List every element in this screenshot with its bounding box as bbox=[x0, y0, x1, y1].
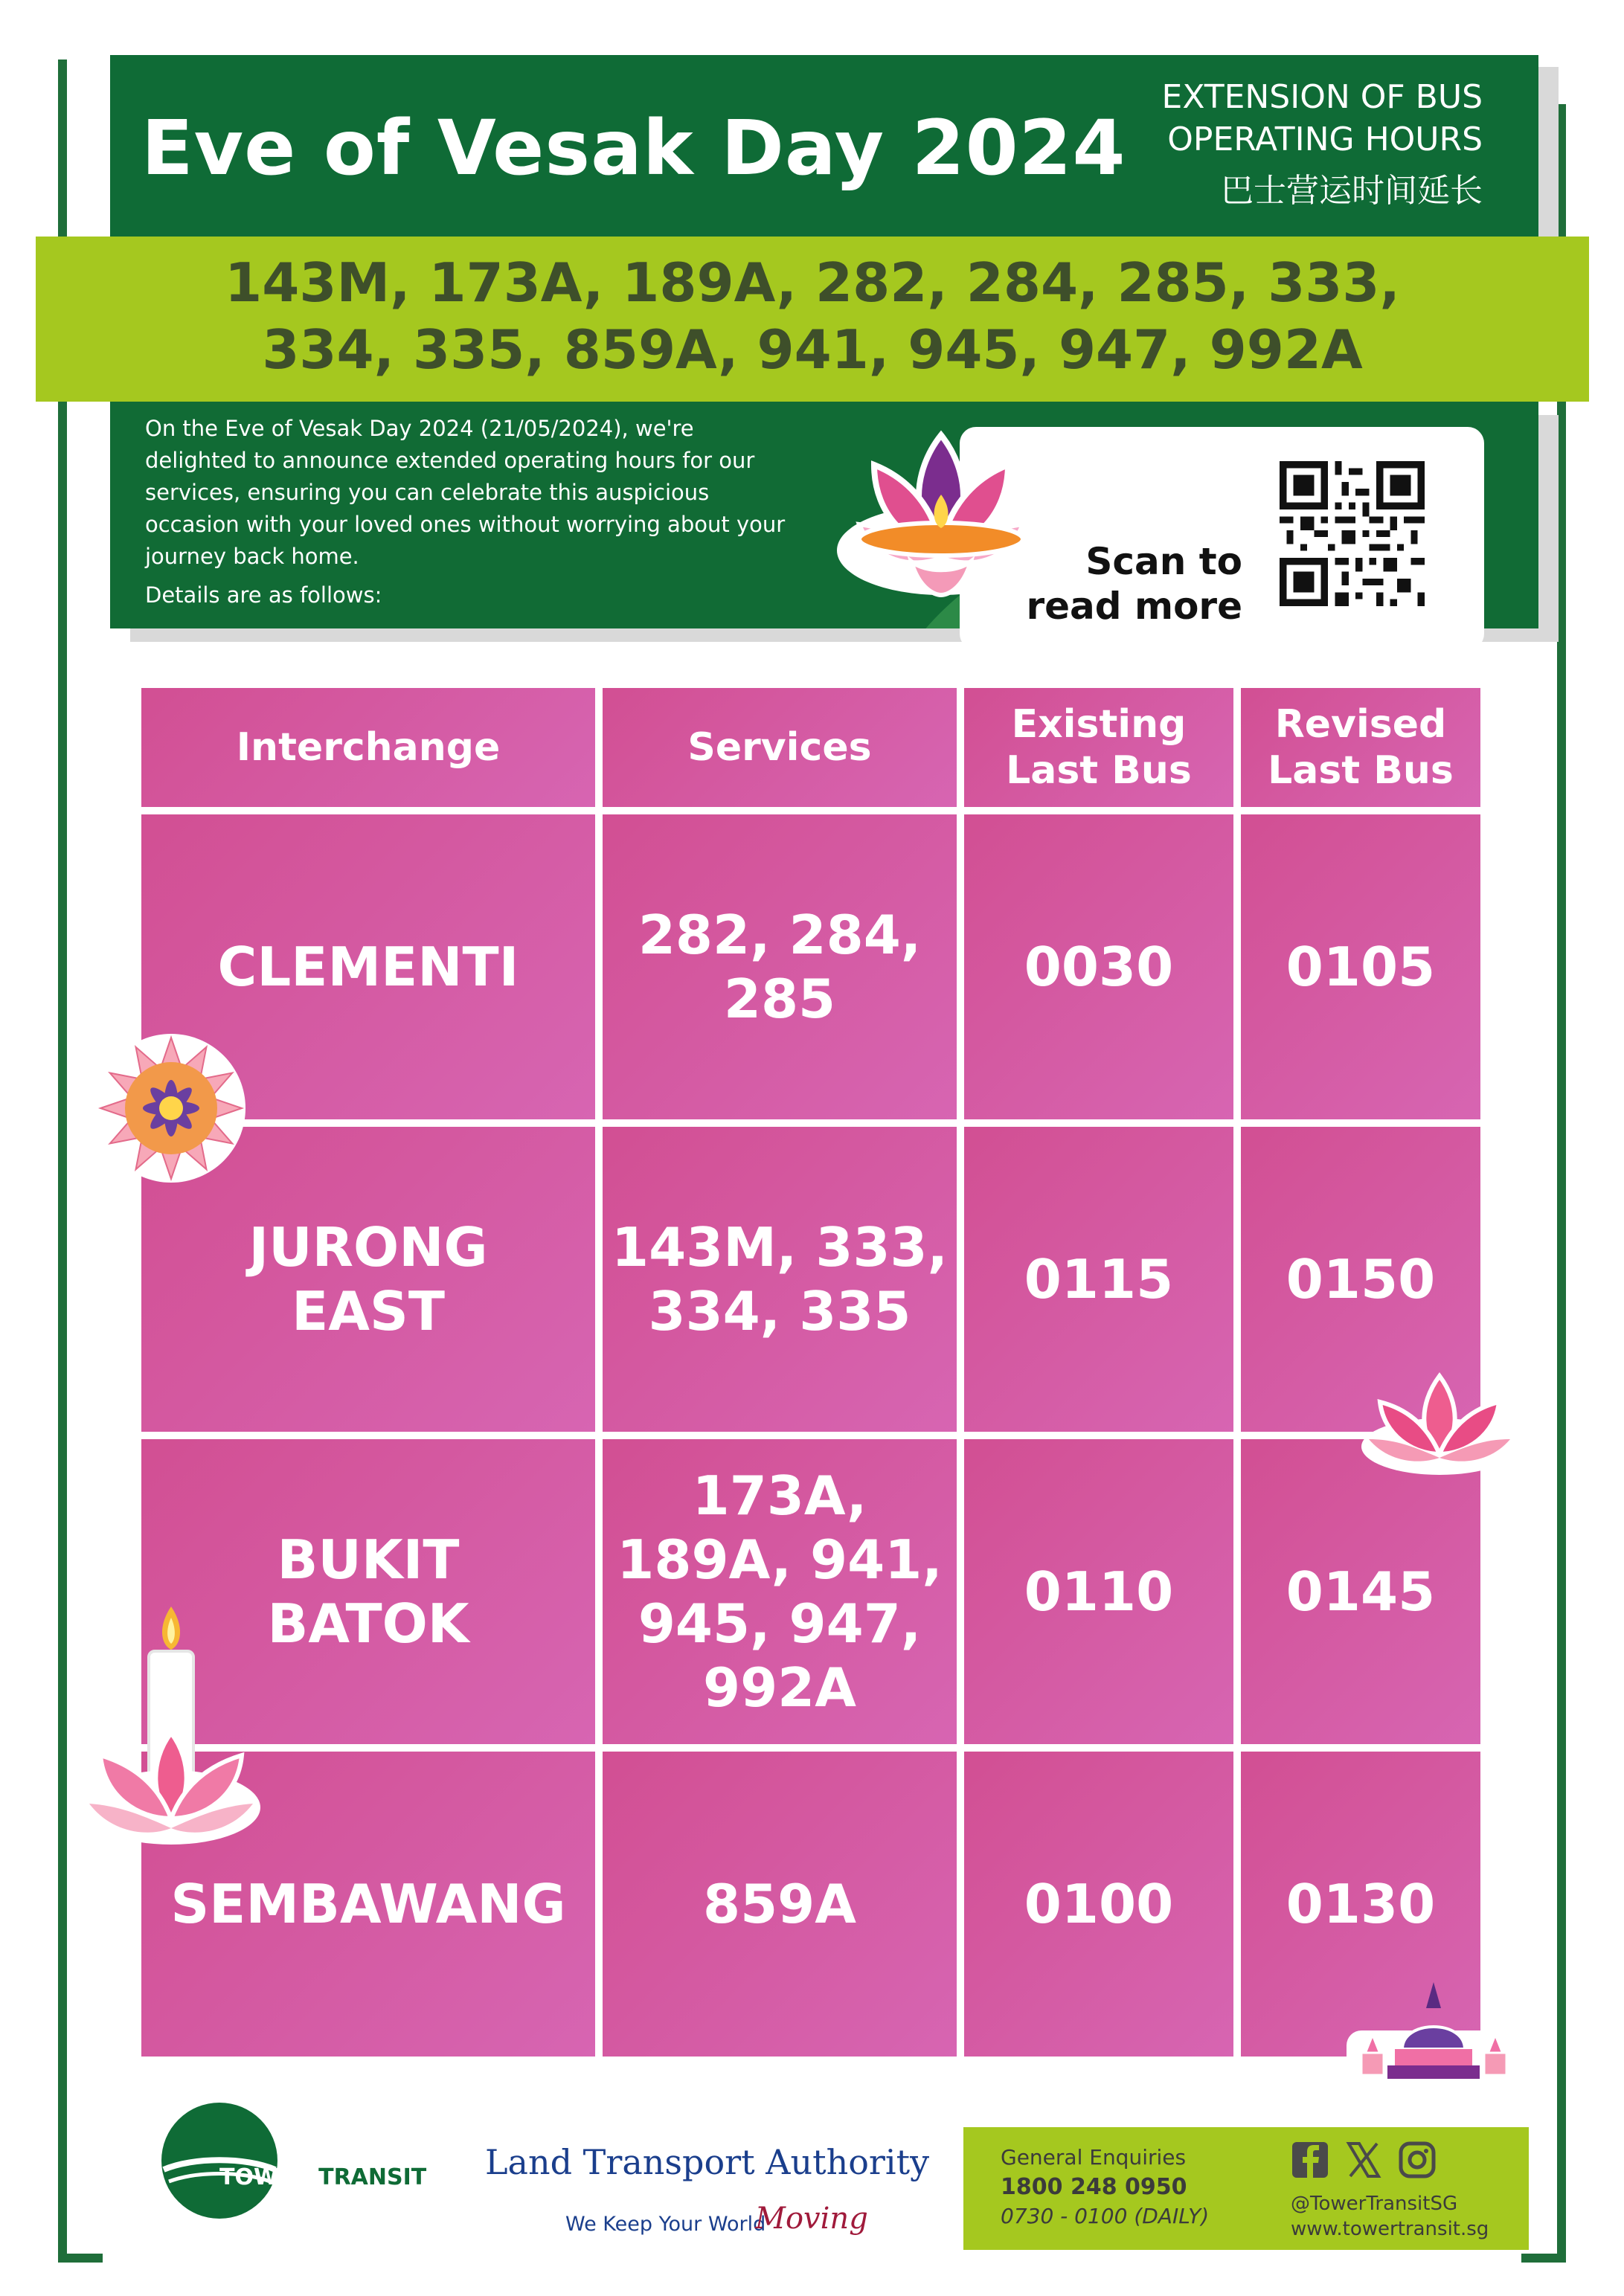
qr-code[interactable] bbox=[1280, 461, 1425, 606]
social-icons bbox=[1291, 2141, 1440, 2181]
services-line1: 859A bbox=[702, 1873, 856, 1935]
header-services-label: Services bbox=[687, 725, 872, 770]
lotus-icon bbox=[1358, 1365, 1521, 1476]
temple-icon bbox=[1343, 1978, 1525, 2090]
table-row-3-existing bbox=[964, 1439, 1233, 1744]
header-interchange-label: Interchange bbox=[236, 725, 501, 770]
services-line2: 189A, 941, bbox=[617, 1528, 943, 1591]
existing-time: 0100 bbox=[1024, 1873, 1174, 1935]
services-line1: 173A, bbox=[692, 1464, 867, 1527]
scan-prompt-line1: Scan to bbox=[1085, 540, 1242, 583]
table-row-3-revised bbox=[1241, 1439, 1480, 1744]
interchange-name-line2: EAST bbox=[292, 1280, 445, 1342]
services-line3: 945, 947, bbox=[638, 1592, 922, 1655]
services-line2: 334, 335 bbox=[648, 1280, 911, 1342]
interchange-name-line1: JURONG bbox=[248, 1216, 488, 1279]
header-existing bbox=[964, 688, 1233, 807]
social-handle[interactable]: @TowerTransitSG bbox=[1291, 2193, 1458, 2215]
scan-prompt bbox=[997, 539, 1242, 628]
lta-moving: Moving bbox=[755, 2202, 868, 2236]
tower-transit-wordmark bbox=[219, 2164, 426, 2190]
interchange-name: SEMBAWANG bbox=[170, 1873, 566, 1935]
existing-time: 0115 bbox=[1024, 1248, 1174, 1311]
existing-time: 0030 bbox=[1024, 936, 1174, 998]
header-existing-line2: Last Bus bbox=[1006, 748, 1192, 793]
intro-text: On the Eve of Vesak Day 2024 (21/05/2024), we're delighted to announce extended operating hours for our services, ensuring you can celebrate this auspicious occasion with your loved ones without worrying about your journey back home. bbox=[145, 416, 786, 569]
header-revised-line1: Revised bbox=[1274, 702, 1447, 747]
tower-transit-logo-icon bbox=[160, 2101, 279, 2220]
enquiries-label: General Enquiries bbox=[1001, 2145, 1187, 2170]
enquiries-phone[interactable]: 1800 248 0950 bbox=[1001, 2174, 1187, 2200]
services-line2: 285 bbox=[723, 968, 836, 1030]
header-revised-line2: Last Bus bbox=[1268, 748, 1454, 793]
revised-time: 0145 bbox=[1286, 1560, 1436, 1623]
interchange-name-line2: BATOK bbox=[267, 1592, 469, 1655]
extension-title-chinese: 巴士营运时间延长 bbox=[1221, 172, 1483, 210]
website-link[interactable]: www.towertransit.sg bbox=[1291, 2218, 1489, 2240]
revised-time: 0130 bbox=[1286, 1873, 1436, 1935]
x-icon[interactable] bbox=[1344, 2141, 1383, 2179]
table-row-2-services bbox=[603, 1127, 957, 1432]
page-title: Eve of Vesak Day 2024 bbox=[141, 104, 1126, 193]
scan-prompt-line2: read more bbox=[1026, 585, 1242, 628]
affected-routes-line2: 334, 335, 859A, 941, 945, 947, 992A bbox=[262, 318, 1363, 381]
existing-time: 0110 bbox=[1024, 1560, 1174, 1623]
revised-time: 0150 bbox=[1286, 1248, 1436, 1311]
facebook-icon[interactable] bbox=[1291, 2141, 1329, 2179]
transit-word: TRANSIT bbox=[318, 2164, 427, 2190]
table-row-3-services bbox=[603, 1439, 957, 1744]
header-existing-line1: Existing bbox=[1011, 702, 1187, 747]
enquiries-hours: 0730 - 0100 (DAILY) bbox=[1001, 2204, 1210, 2228]
affected-routes-line1: 143M, 173A, 189A, 282, 284, 285, 333, bbox=[225, 251, 1400, 314]
lta-slogan: We Keep Your World bbox=[565, 2213, 766, 2236]
header-interchange bbox=[141, 688, 595, 807]
mandala-icon bbox=[93, 1030, 249, 1186]
table-row-4-existing bbox=[964, 1752, 1233, 2057]
table-row-4-services bbox=[603, 1752, 957, 2057]
candle-lotus-icon bbox=[78, 1607, 272, 1852]
table-row-2-existing bbox=[964, 1127, 1233, 1432]
table-row-1-services bbox=[603, 814, 957, 1119]
table-row-1-existing bbox=[964, 814, 1233, 1119]
services-line1: 143M, 333, bbox=[611, 1216, 948, 1279]
interchange-name: CLEMENTI bbox=[217, 936, 519, 998]
table-row-1-revised bbox=[1241, 814, 1480, 1119]
interchange-name-line1: BUKIT bbox=[277, 1528, 460, 1591]
services-line4: 992A bbox=[702, 1656, 856, 1719]
extension-title-line1: EXTENSION OF BUS bbox=[1161, 78, 1483, 116]
frame-bottom-right bbox=[1521, 2254, 1566, 2263]
header-revised bbox=[1241, 688, 1480, 807]
revised-time: 0105 bbox=[1286, 936, 1436, 998]
lta-name: Land Transport Authority bbox=[485, 2142, 930, 2182]
extension-title-line2: OPERATING HOURS bbox=[1167, 120, 1483, 158]
services-line1: 282, 284, bbox=[638, 904, 922, 966]
frame-bottom-left bbox=[58, 2254, 103, 2263]
header-services bbox=[603, 688, 957, 807]
tower-word: TOWER bbox=[219, 2164, 311, 2190]
schedule-table bbox=[141, 688, 1480, 2071]
intro-details-label: Details are as follows: bbox=[145, 582, 382, 608]
instagram-icon[interactable] bbox=[1398, 2141, 1437, 2179]
